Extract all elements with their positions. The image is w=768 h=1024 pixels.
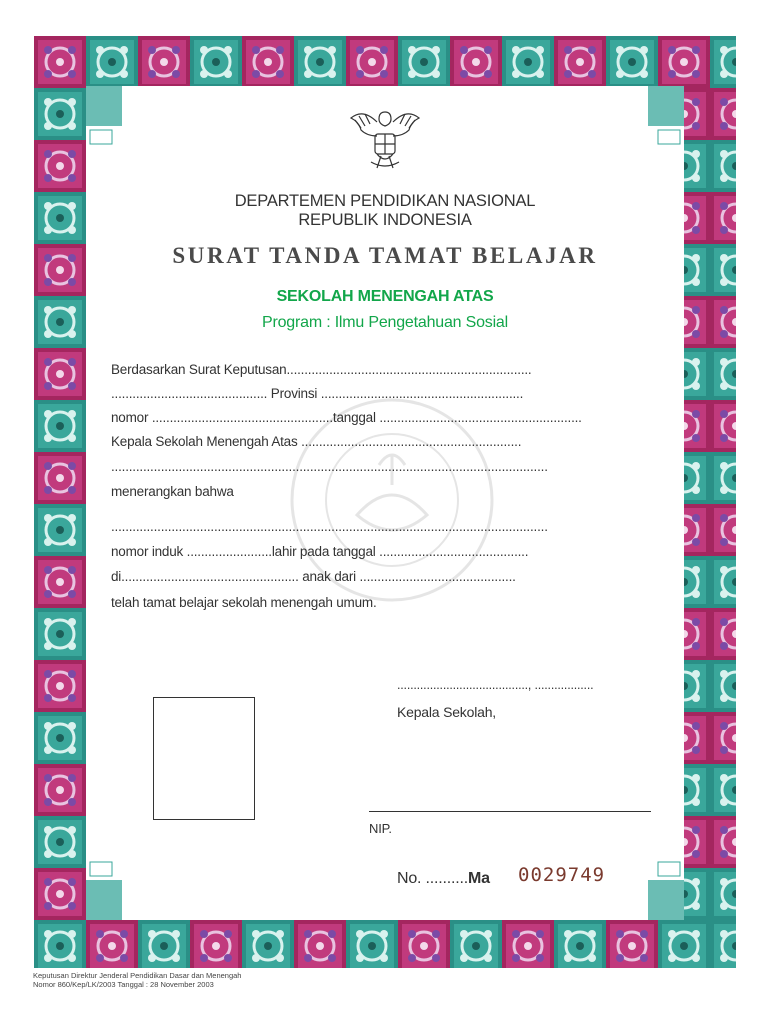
body-line-2: ............................................ Provinsi ......................................................... [111, 386, 524, 401]
body-line-7: ........................................................................................................................... [111, 519, 548, 534]
signature-line [369, 811, 651, 812]
body-line-3: nomor ...................................................tanggal ......................................................... [111, 410, 582, 425]
footnote-line-2: Nomor 860/Kep/LK/2003 Tanggal : 28 November 2003 [33, 980, 214, 989]
number-prefix [397, 870, 490, 888]
body-line-1: Berdasarkan Surat Keputusan..................................................................... [111, 362, 532, 377]
number-prefix-text: No. .......... [397, 870, 468, 887]
body-line-4: Kepala Sekolah Menengah Atas .............................................................. [111, 434, 522, 449]
corner-ornament-bottom-right [614, 860, 684, 920]
garuda-emblem-icon [347, 104, 423, 172]
body-line-10: telah tamat belajar sekolah menengah umum. [111, 595, 377, 610]
signatory-role: Kepala Sekolah, [397, 704, 496, 720]
body-line-9: di.................................................. anak dari ............................................ [111, 569, 516, 584]
body-line-5: ........................................................................................................................... [111, 459, 548, 474]
school-level: SEKOLAH MENENGAH ATAS [276, 288, 494, 305]
nip-label: NIP. [369, 821, 392, 836]
legal-footnote [33, 971, 241, 989]
corner-ornament-bottom-left [86, 860, 156, 920]
place-date-line: ........................................, .................. [397, 678, 594, 692]
photo-box [153, 697, 255, 820]
footnote-line-1: Keputusan Direktur Jenderal Pendidikan Dasar dan Menengah [33, 971, 242, 980]
corner-ornament-top-right [614, 86, 684, 146]
body-line-8: nomor induk ........................lahir pada tanggal .......................................... [111, 544, 529, 559]
serial-number: 0029749 [518, 864, 606, 886]
program-name: Program : Ilmu Pengetahuan Sosial [262, 314, 508, 331]
body-line-6: menerangkan bahwa [111, 484, 234, 499]
certificate-title: SURAT TANDA TAMAT BELAJAR [172, 243, 598, 268]
department-name: DEPARTEMEN PENDIDIKAN NASIONAL [234, 192, 536, 210]
corner-ornament-top-left [86, 86, 156, 146]
number-code: Ma [468, 870, 490, 887]
country-name: REPUBLIK INDONESIA [298, 211, 472, 229]
